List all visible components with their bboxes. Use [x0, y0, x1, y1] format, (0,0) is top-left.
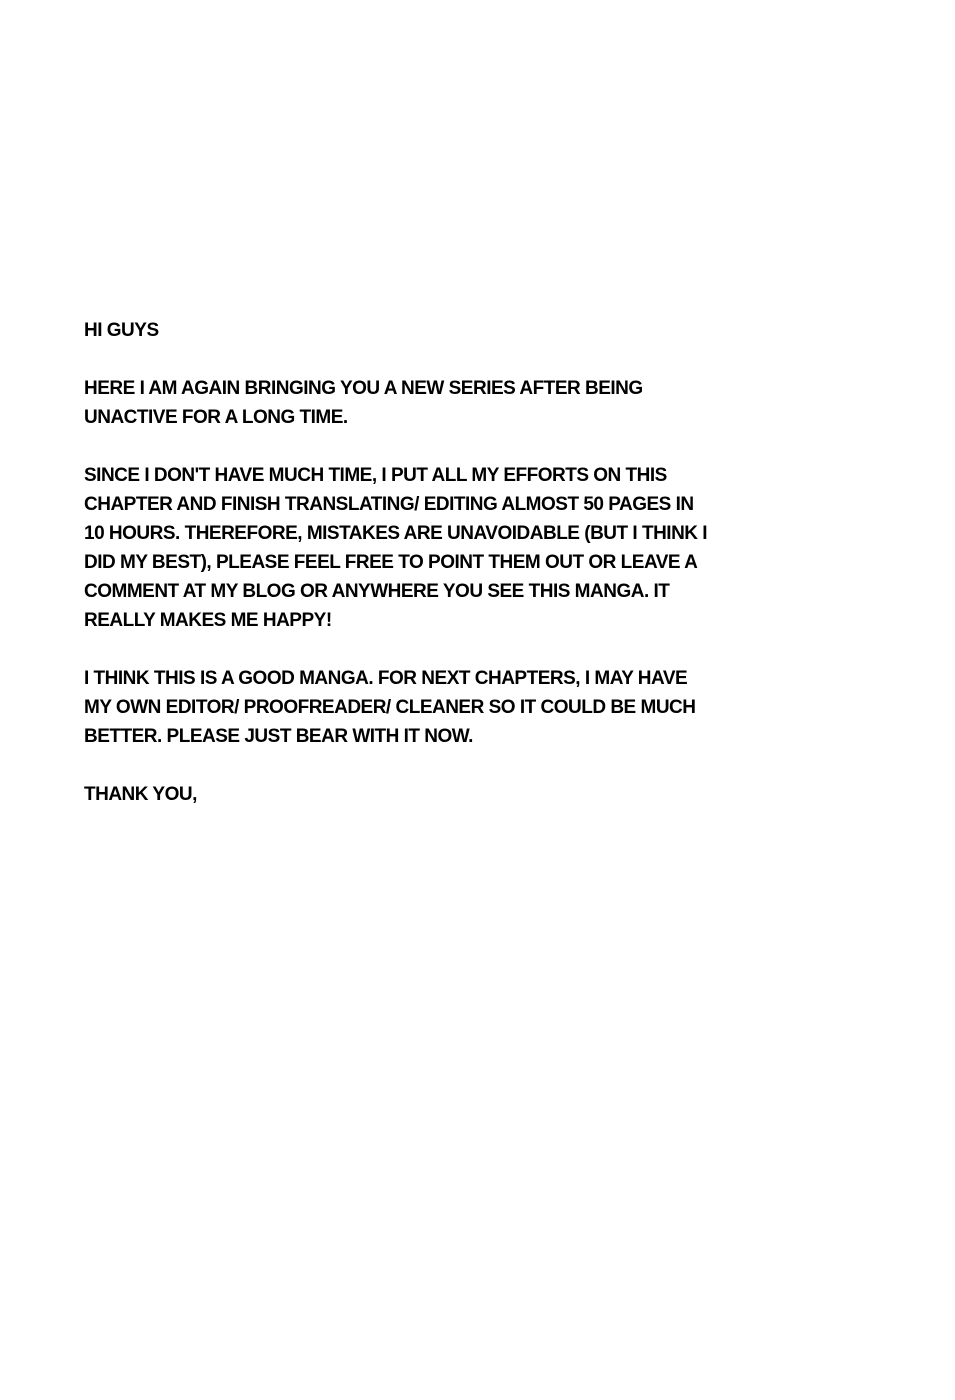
text-line: BETTER. PLEASE JUST BEAR WITH IT NOW. [84, 726, 473, 747]
text-line: SINCE I DON'T HAVE MUCH TIME, I PUT ALL MY EFFORTS ON THIS [84, 465, 667, 486]
text-line: COMMENT AT MY BLOG OR ANYWHERE YOU SEE THIS MANGA. IT [84, 581, 670, 602]
text-line: CHAPTER AND FINISH TRANSLATING/ EDITING ALMOST 50 PAGES IN [84, 494, 694, 515]
greeting-line: HI GUYS [84, 320, 159, 341]
text-line: 10 HOURS. THEREFORE, MISTAKES ARE UNAVOIDABLE (BUT I THINK I [84, 523, 708, 544]
text-line: MY OWN EDITOR/ PROOFREADER/ CLEANER SO IT COULD BE MUCH [84, 697, 696, 718]
text-line: UNACTIVE FOR A LONG TIME. [84, 407, 348, 428]
closing-line: THANK YOU, [84, 784, 197, 805]
text-line: HERE I AM AGAIN BRINGING YOU A NEW SERIES AFTER BEING [84, 378, 643, 399]
text-line: REALLY MAKES ME HAPPY! [84, 610, 332, 631]
closing [84, 780, 824, 809]
text-line: I THINK THIS IS A GOOD MANGA. FOR NEXT CHAPTERS, I MAY HAVE [84, 668, 688, 689]
paragraph-future [84, 664, 824, 751]
paragraph-apology [84, 461, 824, 635]
letter-body [84, 316, 824, 838]
paragraph-intro [84, 374, 824, 432]
greeting [84, 316, 824, 345]
text-line: DID MY BEST), PLEASE FEEL FREE TO POINT THEM OUT OR LEAVE A [84, 552, 698, 573]
